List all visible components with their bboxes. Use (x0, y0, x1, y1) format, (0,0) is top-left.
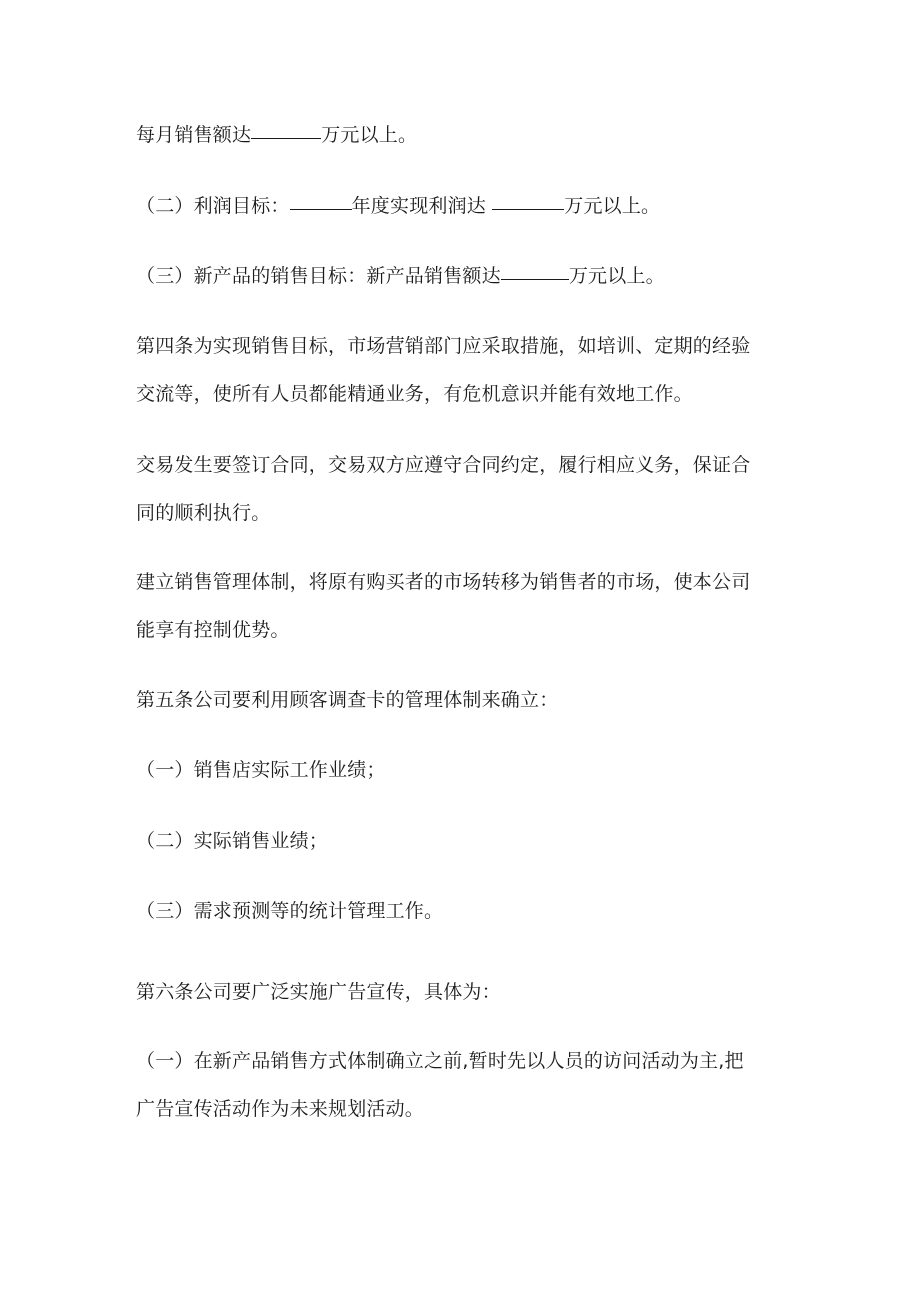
paragraph-line: 第四条为实现销售目标，市场营销部门应采取措施，如培训、定期的经验 (136, 335, 751, 357)
new-product-sales-target-line (136, 252, 796, 300)
paragraph-line: 第六条公司要广泛实施广告宣传，具体为： (136, 981, 501, 1003)
article-six-heading (136, 968, 796, 1016)
paragraph-line: （一）销售店实际工作业绩； (136, 759, 386, 781)
profit-target-line (136, 182, 796, 230)
monthly-sales-target-line (136, 111, 796, 159)
paragraph-line: 能享有控制优势。 (136, 619, 290, 641)
article-four-paragraph (136, 322, 796, 418)
paragraph-line: 同的顺利执行。 (136, 502, 271, 524)
text-segment: 万元以上。 (568, 265, 665, 287)
list-item (136, 887, 796, 935)
paragraph-line: （三）需求预测等的统计管理工作。 (136, 900, 444, 922)
paragraph-line: 第五条公司要利用顾客调查卡的管理体制来确立： (136, 689, 559, 711)
article-five-heading (136, 676, 796, 724)
text-segment: 万元以上。 (321, 124, 418, 146)
list-item (136, 817, 796, 865)
list-item (136, 1037, 796, 1133)
paragraph-line: 广告宣传活动作为未来规划活动。 (136, 1098, 425, 1120)
fill-in-blank (492, 208, 564, 210)
list-item (136, 746, 796, 794)
paragraph-line: 建立销售管理体制，将原有购买者的市场转移为销售者的市场，使本公司 (136, 571, 751, 593)
paragraph-line: （二）实际销售业绩； (136, 830, 329, 852)
paragraph-line: 交流等，使所有人员都能精通业务，有危机意识并能有效地工作。 (136, 383, 693, 405)
text-segment: 每月销售额达 (136, 124, 252, 146)
fill-in-blank (251, 137, 321, 139)
contract-paragraph (136, 441, 796, 537)
paragraph-line: 交易发生要签订合同，交易双方应遵守合同约定，履行相应义务，保证合 (136, 454, 751, 476)
fill-in-blank (290, 208, 352, 210)
sales-management-system-paragraph (136, 558, 796, 654)
text-segment: （三）新产品的销售目标：新产品销售额达 (136, 265, 501, 287)
text-segment: 万元以上。 (564, 195, 661, 217)
fill-in-blank (501, 278, 569, 280)
paragraph-line: （一）在新产品销售方式体制确立之前,暂时先以人员的访问活动为主,把 (136, 1050, 744, 1072)
text-segment: （二）利润目标： (136, 195, 290, 217)
text-segment: 年度实现利润达 (351, 195, 493, 217)
